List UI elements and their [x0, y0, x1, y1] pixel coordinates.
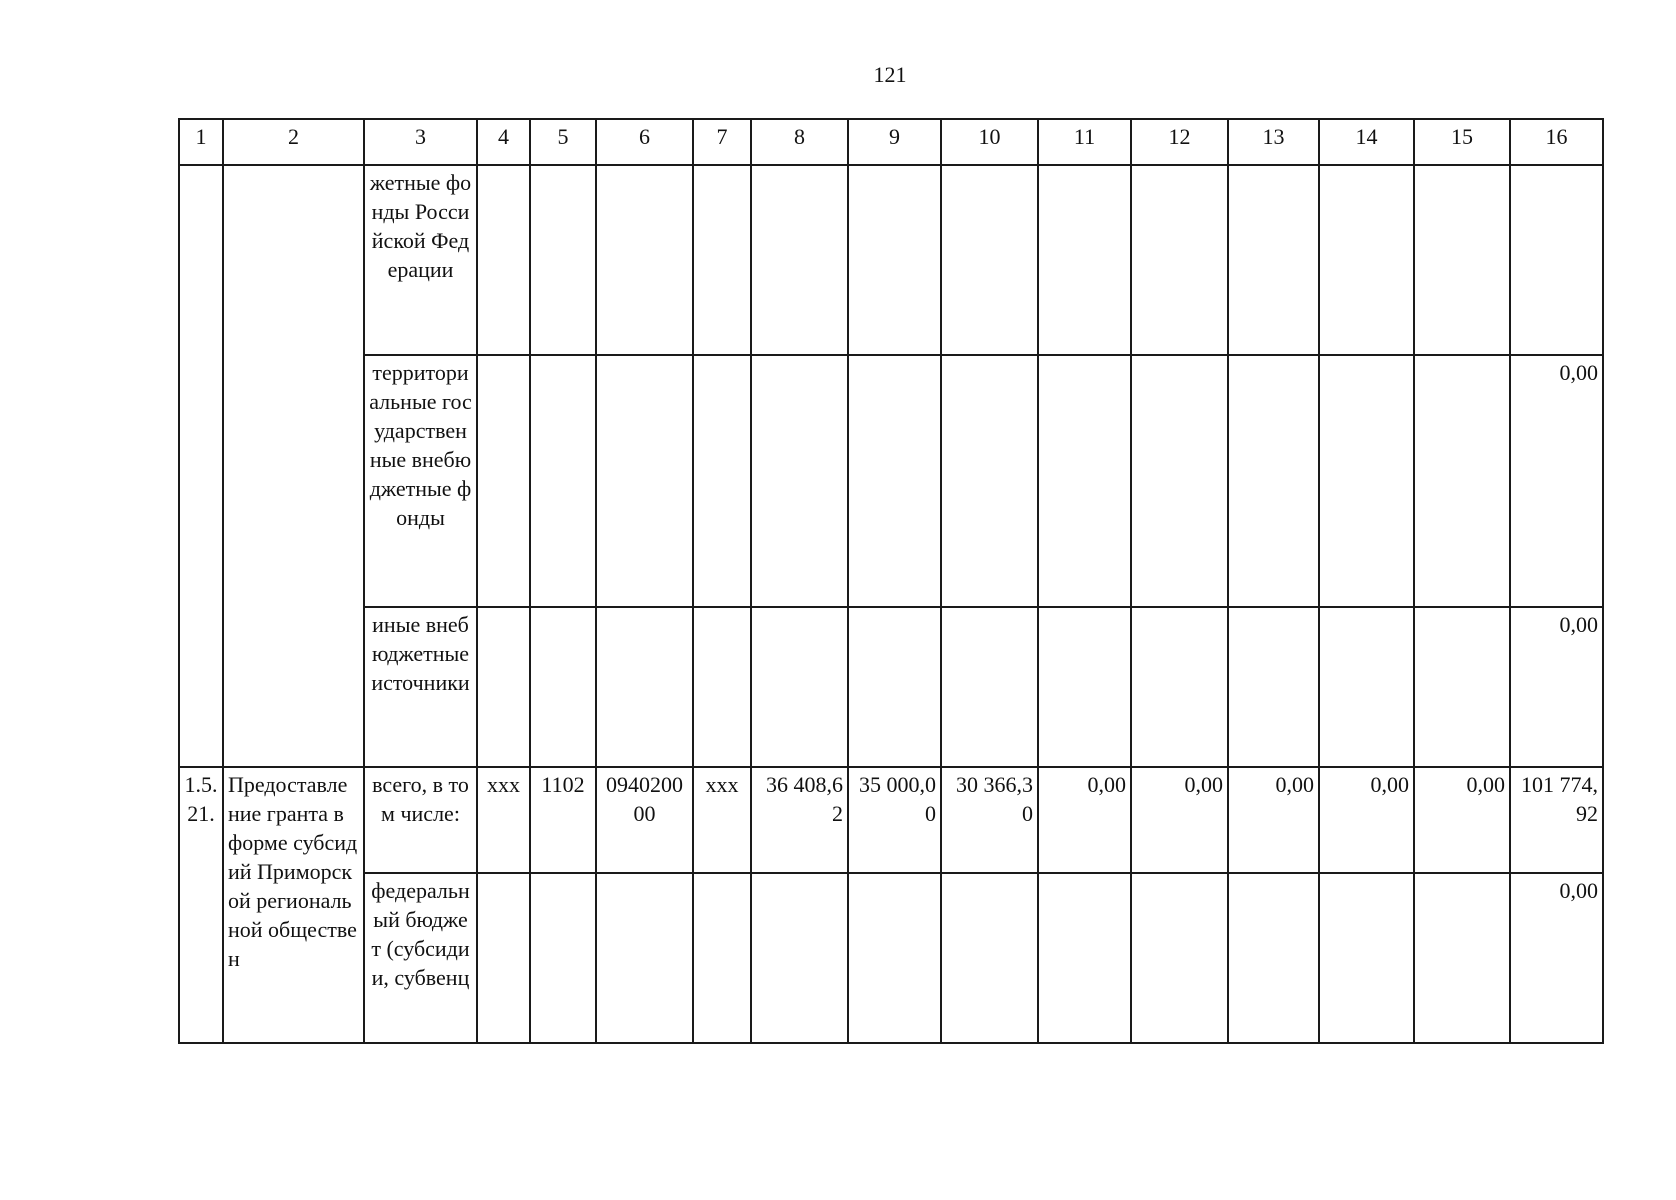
amount-cell: 0,00 — [1319, 767, 1414, 873]
table-cell — [1131, 165, 1228, 355]
header-cell-6: 6 — [596, 119, 693, 165]
table-row — [179, 873, 1603, 1043]
row-number-cell-empty — [179, 165, 223, 767]
header-cell-8: 8 — [751, 119, 848, 165]
funding-source-cell: федеральный бюджет (субсидии, субвенц — [364, 873, 477, 1043]
funding-source-cell: иные внебюджетные источники — [364, 607, 477, 767]
table-row — [179, 165, 1603, 355]
total-cell: 0,00 — [1510, 873, 1603, 1043]
table-cell — [596, 607, 693, 767]
table-cell — [1038, 607, 1131, 767]
funding-source-cell: территориальные государственные внебюджетные фонды — [364, 355, 477, 607]
table-cell — [693, 355, 751, 607]
table-cell — [1228, 165, 1319, 355]
table-cell — [1038, 165, 1131, 355]
code-cell: ххх — [693, 767, 751, 873]
table-row — [179, 355, 1603, 607]
header-cell-14: 14 — [1319, 119, 1414, 165]
header-cell-12: 12 — [1131, 119, 1228, 165]
table-cell — [530, 355, 596, 607]
code-cell: ххх — [477, 767, 530, 873]
page-number: 121 — [873, 62, 907, 87]
table-cell — [1414, 607, 1510, 767]
funding-source-cell: всего, в том числе: — [364, 767, 477, 873]
table-cell — [477, 165, 530, 355]
funding-source-cell: жетные фонды Российской Федерации — [364, 165, 477, 355]
table-cell — [1038, 355, 1131, 607]
row-description-cell: Предоставление гранта в форме субсидий Приморской региональной обществен — [223, 767, 364, 1043]
table-cell — [1319, 165, 1414, 355]
header-cell-5: 5 — [530, 119, 596, 165]
amount-cell: 35 000,00 — [848, 767, 941, 873]
header-cell-3: 3 — [364, 119, 477, 165]
table-cell — [693, 165, 751, 355]
table-cell — [751, 355, 848, 607]
table-cell — [941, 355, 1038, 607]
header-cell-1: 1 — [179, 119, 223, 165]
header-cell-13: 13 — [1228, 119, 1319, 165]
table-cell — [1131, 873, 1228, 1043]
table-cell — [596, 165, 693, 355]
table-cell — [1228, 873, 1319, 1043]
table-cell — [751, 607, 848, 767]
table-cell — [1038, 873, 1131, 1043]
header-cell-10: 10 — [941, 119, 1038, 165]
code-cell: 094020000 — [596, 767, 693, 873]
table-cell — [1131, 607, 1228, 767]
table-cell — [848, 165, 941, 355]
amount-cell: 30 366,30 — [941, 767, 1038, 873]
header-cell-15: 15 — [1414, 119, 1510, 165]
table-cell — [477, 355, 530, 607]
total-cell: 101 774,92 — [1510, 767, 1603, 873]
table-cell — [1414, 873, 1510, 1043]
table-cell — [530, 165, 596, 355]
table-cell — [1228, 355, 1319, 607]
table-cell — [596, 355, 693, 607]
code-cell: 1102 — [530, 767, 596, 873]
table-cell — [941, 873, 1038, 1043]
table-cell — [1228, 607, 1319, 767]
amount-cell: 0,00 — [1038, 767, 1131, 873]
total-cell — [1510, 165, 1603, 355]
header-cell-9: 9 — [848, 119, 941, 165]
table-cell — [848, 873, 941, 1043]
table-cell — [530, 873, 596, 1043]
amount-cell: 36 408,62 — [751, 767, 848, 873]
total-cell: 0,00 — [1510, 607, 1603, 767]
header-cell-11: 11 — [1038, 119, 1131, 165]
row-description-cell-empty — [223, 165, 364, 767]
table-cell — [751, 165, 848, 355]
table-cell — [477, 873, 530, 1043]
budget-table — [178, 118, 1604, 1044]
header-cell-2: 2 — [223, 119, 364, 165]
amount-cell: 0,00 — [1414, 767, 1510, 873]
amount-cell: 0,00 — [1131, 767, 1228, 873]
header-cell-4: 4 — [477, 119, 530, 165]
table-header-row — [179, 119, 1603, 165]
table-cell — [1414, 165, 1510, 355]
table-row — [179, 607, 1603, 767]
table-cell — [477, 607, 530, 767]
table-cell — [751, 873, 848, 1043]
amount-cell: 0,00 — [1228, 767, 1319, 873]
table-cell — [530, 607, 596, 767]
header-cell-16: 16 — [1510, 119, 1603, 165]
table-cell — [1319, 607, 1414, 767]
table-cell — [941, 607, 1038, 767]
table-cell — [1131, 355, 1228, 607]
row-number-cell: 1.5.21. — [179, 767, 223, 1043]
table-cell — [1414, 355, 1510, 607]
table-cell — [848, 607, 941, 767]
table-cell — [693, 873, 751, 1043]
table-cell — [596, 873, 693, 1043]
table-cell — [1319, 873, 1414, 1043]
table-cell — [848, 355, 941, 607]
header-cell-7: 7 — [693, 119, 751, 165]
table-cell — [693, 607, 751, 767]
total-cell: 0,00 — [1510, 355, 1603, 607]
table-cell — [941, 165, 1038, 355]
table-row — [179, 767, 1603, 873]
table-cell — [1319, 355, 1414, 607]
